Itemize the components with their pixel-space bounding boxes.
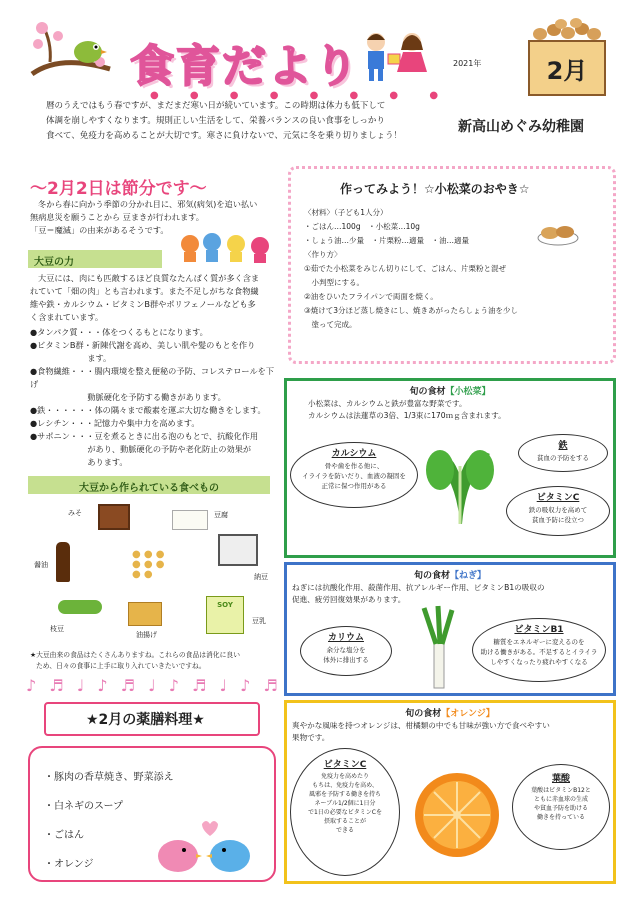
- school-name: 新高山めぐみ幼稚園: [458, 119, 584, 135]
- nutrient-item: ●タンパク質・・・体をつくるもとになります。: [30, 327, 208, 337]
- nutrient-item: 動脈硬化を予防する働きがあります。: [30, 392, 226, 402]
- komatsuna-line: カルシウムは法蓮草の3倍、1/3束に170ｍｇ含まれます。: [308, 411, 506, 420]
- aburaage-icon: [128, 602, 162, 626]
- menu-title: ★2月の薬膳料理★: [86, 712, 205, 728]
- negi-title-prefix: 旬の食材: [413, 571, 450, 581]
- soy-foods-heading: [28, 476, 270, 494]
- soy-foods-note: [30, 650, 280, 672]
- nutrient-item: ●食物繊維・・・腸内環境を整え便秘の予防、コレステロールを下げ: [30, 366, 275, 389]
- oval-line: 鉄の吸収力を高めて: [528, 506, 588, 514]
- nutrient-item: ●レシチン・・・記憶力や集中力を高めます。: [30, 418, 200, 428]
- orange-title: [284, 706, 616, 719]
- negi-title: [284, 568, 616, 581]
- oval-heading: 鉄: [558, 441, 568, 451]
- oval-line: 骨や歯を作る他に、: [324, 462, 384, 470]
- menu-item: ・ごはん: [44, 830, 84, 841]
- nutrient-item: ●鉄・・・・・・体の隅々まで酸素を運ぶ大切な働きをします。: [30, 405, 266, 415]
- food-label-soy-sauce: 醤油: [34, 561, 48, 569]
- setsubun-line: 無病息災を願うことから 豆まきが行われます。: [30, 212, 204, 222]
- recipe-line: ①茹でた小松菜をみじん切りにして、ごはん、片栗粉と混ぜ: [304, 264, 507, 273]
- oval-line: ともに赤血球の生成: [533, 796, 588, 803]
- nutrient-item: ます。: [30, 353, 112, 363]
- food-label-miso: みそ: [68, 509, 82, 517]
- oval-line: で1日の必要なビタミンCを: [307, 809, 382, 816]
- recipe-line: ・しょう油…少量 ・片栗粉…適量 ・油…適量: [304, 236, 469, 245]
- soy-power-line: 大豆には、肉にも匹敵するほど良質なたんぱく質が多く含ま: [38, 273, 260, 283]
- komatsuna-title-prefix: 旬の食材: [409, 387, 446, 397]
- recipe-line: ②油をひいたフライパンで両面を焼く。: [304, 292, 438, 301]
- intro-text: [46, 99, 466, 144]
- intro-line: 体調を崩しやすくなります。規則正しい生活をして、栄養バランスの良い食事をしっかり: [46, 116, 385, 126]
- strawberry-row: ● ● ● ● ● ● ● ●: [150, 90, 453, 101]
- oval-line: 正常に保つ作用がある: [321, 482, 387, 490]
- oval-line: もちは、免疫力を高め、: [312, 782, 378, 789]
- komatsuna-title-name: 【小松菜】: [445, 387, 491, 397]
- oval-heading: ビタミンC: [536, 493, 580, 503]
- orange-oval-folate: [512, 764, 610, 850]
- intro-line: 暦のうえではもう春ですが、まだまだ寒い日が続いています。この時期は体力も低下して: [46, 101, 386, 111]
- plum-branch-illustration: [30, 14, 116, 84]
- edamame-icon: [58, 600, 102, 614]
- setsubun-title: ～2月2日は節分です～: [30, 179, 207, 199]
- menu-item: ・白ネギのスープ: [44, 801, 123, 812]
- negi-text: [292, 582, 610, 606]
- nutrient-item: ●ビタミンB群・新陳代謝を高め、美しい肌や髪のもとを作り: [30, 340, 256, 350]
- oval-line: しやすくなったり疲れやすくなる: [490, 658, 588, 666]
- soy-power-line: れていて「畑の肉」とも言われます。また不足しがちな食物繊: [30, 286, 259, 296]
- recipe-line: ・ごはん…100g ・小松菜…10g: [304, 222, 420, 231]
- soy-power-line: 維や鉄・カルシウム・ビタミンB群やポリフェノールなども多: [30, 299, 256, 309]
- soymilk-can-label: SOY: [217, 601, 233, 609]
- natto-icon: [218, 534, 258, 566]
- food-label-tofu: 豆腐: [214, 511, 228, 519]
- nutrient-item: があり、動脈硬化の予防や老化防止の効果が: [30, 444, 252, 454]
- oval-line: 余分な塩分を: [326, 646, 366, 654]
- newsletter-title: 食育だより: [130, 41, 360, 92]
- oval-line: 働きを持っている: [536, 814, 585, 821]
- komatsuna-text: [308, 398, 608, 422]
- negi-line: ねぎには抗酸化作用、殺菌作用、抗アレルギー作用、ビタミンB1の吸収の: [292, 583, 545, 592]
- negi-line: 促進、疲労回復効果があります。: [292, 595, 406, 604]
- recipe-line: 〈材料〉（子ども1人分）: [304, 208, 388, 217]
- menu-item: ・オレンジ: [44, 859, 94, 870]
- soybeans-icon: ● ● ● ● ● ● ● ●: [132, 549, 165, 580]
- nutrient-item: ●サポニン・・・豆を煮るときに出る泡のもとで、抗酸化作用: [30, 431, 259, 441]
- recipe-line: 塗って完成。: [304, 320, 357, 329]
- setsubun-line: 「豆＝魔滅」の由来があるそうです。: [30, 225, 169, 235]
- oval-heading: ビタミンC: [323, 760, 367, 770]
- oval-heading: ビタミンB1: [514, 625, 564, 635]
- soymilk-icon: [206, 596, 244, 634]
- oval-line: できる: [335, 827, 354, 834]
- komatsuna-oval-calcium: [290, 442, 418, 508]
- food-label-edamame: 枝豆: [50, 625, 64, 633]
- komatsuna-oval-vitc: [506, 486, 610, 536]
- soy-foods-heading-text: 大豆から作られている食べもの: [79, 483, 219, 494]
- oval-line: 免疫力を高めたり: [320, 773, 369, 780]
- orange-title-prefix: 旬の食材: [405, 709, 442, 719]
- nutrient-item: あります。: [30, 457, 128, 467]
- oyaki-illustration: [536, 220, 580, 246]
- komatsuna-line: 小松菜は、カルシウムと鉄が豊富な野菜です。: [308, 399, 467, 408]
- negi-oval-potassium: [300, 626, 392, 676]
- oval-heading: カリウム: [328, 633, 364, 643]
- oval-heading: カルシウム: [331, 449, 377, 459]
- music-note-divider: ♪ ♬ ♩ ♪ ♬ ♩ ♪ ♬ ♩ ♪ ♬: [26, 676, 282, 695]
- children-illustration: [356, 30, 436, 86]
- month-badge: [528, 40, 606, 96]
- recipe-line: 〈作り方〉: [304, 250, 342, 259]
- oval-line: 摂取することが: [323, 818, 366, 825]
- recipe-title: 作ってみよう！☆小松菜のおやき☆: [340, 182, 530, 196]
- intro-line: 食べて、免疫力を高めることが大切です。寒さに負けないで、元気に冬を乗り切りましょう！: [46, 131, 402, 141]
- tofu-icon: [172, 510, 208, 530]
- birds-illustration: [150, 818, 260, 878]
- komatsuna-illustration: [420, 436, 500, 526]
- setsubun-line: 冬から春に向かう季節の分かれ目に、邪気(病気)を追い払い: [38, 199, 258, 209]
- food-label-aburaage: 油揚げ: [136, 631, 157, 639]
- oval-line: 糖質をエネルギーに変えるのを: [493, 638, 585, 646]
- miso-icon: [98, 504, 130, 530]
- soy-power-heading: [28, 250, 162, 268]
- year-label: 2021年: [453, 59, 482, 68]
- soy-power-text: [30, 272, 280, 324]
- menu-item: ・豚肉の香草焼き、野菜添え: [44, 772, 174, 783]
- orange-oval-vitc: [290, 748, 400, 876]
- soy-foods-panel: [28, 496, 278, 646]
- oval-heading: 葉酸: [551, 774, 570, 784]
- orange-line: 果物です。: [292, 733, 330, 742]
- soy-foods-note-line: ため、日々の食事に上手に取り入れていきたいですね。: [36, 662, 206, 670]
- soy-power-line: く含まれています。: [30, 312, 104, 322]
- negi-oval-vitb1: [472, 618, 606, 682]
- recipe-line: 小判型にする。: [304, 278, 364, 287]
- negi-illustration: [418, 606, 458, 690]
- oval-line: 貧血の予防をする: [537, 454, 589, 462]
- komatsuna-title: [284, 384, 616, 397]
- oval-line: 風邪を予防する働きを持ち: [308, 791, 381, 798]
- recipe-line: ③焼けて3分ほど蒸し焼きにし、焼きあがったらしょう油を少し: [304, 306, 518, 315]
- orange-line: 爽やかな風味を持つオレンジは、柑橘類の中でも甘味が強い方で食べやすい: [292, 721, 550, 730]
- month-label: 2月: [546, 56, 588, 85]
- beans-illustration: [530, 16, 604, 42]
- negi-title-name: 【ねぎ】: [450, 571, 487, 581]
- oval-line: や貧血予防を助ける: [533, 805, 588, 812]
- komatsuna-oval-iron: [518, 434, 608, 472]
- soy-sauce-icon: [56, 542, 70, 582]
- oval-line: 助ける働きがある。不足するとイライラ: [480, 648, 598, 656]
- oval-line: ネーブル1/2個に1日分: [314, 800, 376, 807]
- orange-illustration: [412, 770, 502, 860]
- oval-line: イライラを防いだり、血液の凝固を: [302, 472, 406, 480]
- soy-power-heading-text: 大豆の力: [34, 257, 74, 268]
- nutrient-list: [30, 326, 282, 469]
- food-label-soymilk: 豆乳: [252, 617, 266, 625]
- oval-line: 貧血予防に役立つ: [532, 516, 584, 524]
- orange-text: [292, 720, 610, 744]
- oni-illustration: [176, 228, 276, 264]
- food-label-natto: 納豆: [254, 573, 268, 581]
- soy-foods-note-line: ★大豆由来の食品はたくさんありますね。これらの食品は消化に良い: [30, 651, 240, 659]
- oval-line: 体外に排出する: [323, 656, 369, 664]
- orange-title-name: 【オレンジ】: [441, 709, 495, 719]
- oval-line: 葉酸はビタミンB12と: [531, 787, 591, 794]
